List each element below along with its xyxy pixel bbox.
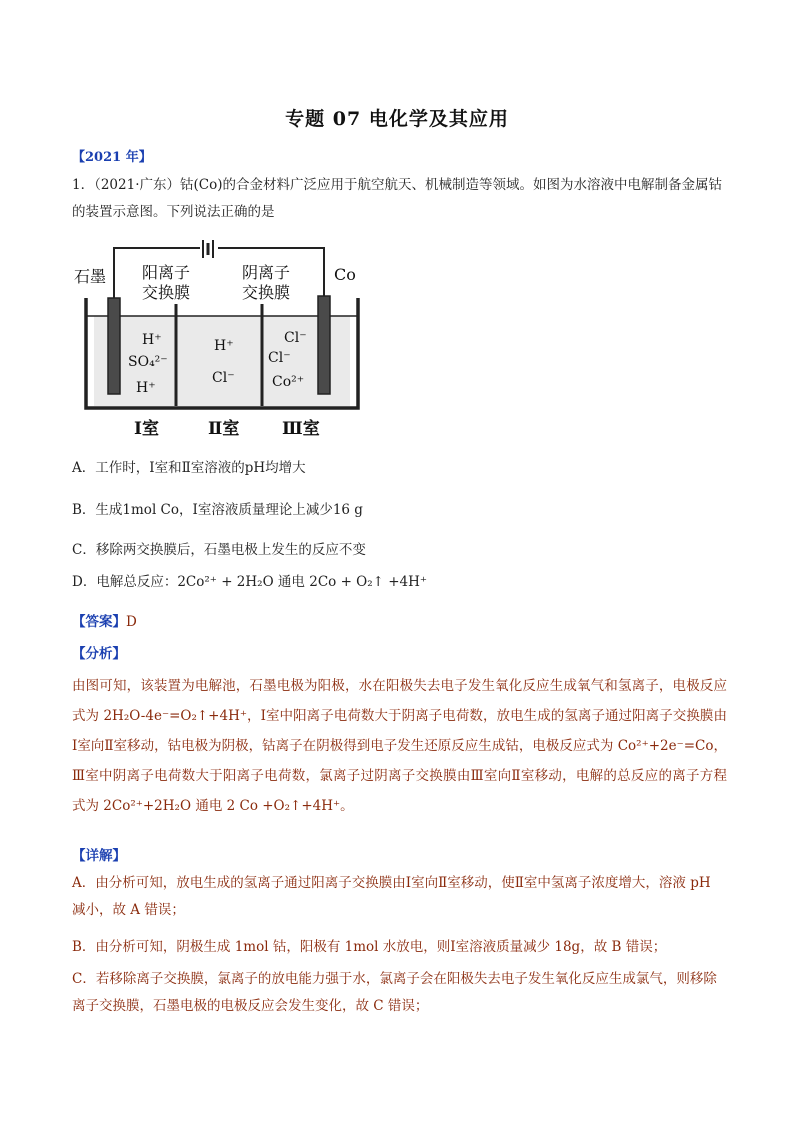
room3-cl-ion-2: Cl⁻ <box>268 350 291 366</box>
room2-label: Ⅱ室 <box>208 419 240 439</box>
detail-c: C．若移除离子交换膜，氯离子的放电能力强于水，氯离子会在阳极失去电子发生氧化反应生成氯气，则移除离子交换膜，石墨电极的电极反应会发生变化，故 C 错误； <box>72 971 717 1014</box>
room2-h-ion: H⁺ <box>214 338 234 354</box>
detail-a: A．由分析可知，放电生成的氢离子通过阳离子交换膜由Ⅰ室向Ⅱ室移动，使Ⅱ室中氢离子浓度增大，溶液 pH 减小，故 A 错误； <box>72 875 711 918</box>
co-label: Co <box>334 265 356 284</box>
answer-section <box>72 610 137 630</box>
option-b: B．生成1mol Co，Ⅰ室溶液质量理论上减少16 g <box>72 502 363 518</box>
cation-membrane-label-1: 阳离子 <box>142 263 191 282</box>
question-stem: 1．（2021·广东）钴(Co)的合金材料广泛应用于航空航天、机械制造等领域。如图为水溶液中电解制备金属钴的装置示意图。下列说法正确的是 <box>72 177 722 220</box>
battery-icon <box>203 240 213 258</box>
graphite-label: 石墨 <box>74 267 107 286</box>
year-tag: 【2021 年】 <box>72 150 152 165</box>
electrolysis-diagram <box>72 238 372 442</box>
detail-b: B．由分析可知，阴极生成 1mol 钴，阳极有 1mol 水放电，则Ⅰ室溶液质量减少 18g，故 B 错误； <box>72 939 667 955</box>
page-title: 专题 07 电化学及其应用 <box>285 108 509 130</box>
room3-label: Ⅲ室 <box>282 419 320 439</box>
option-a: A．工作时，Ⅰ室和Ⅱ室溶液的pH均增大 <box>72 460 306 476</box>
graphite-electrode <box>108 298 120 394</box>
room2-cl-ion: Cl⁻ <box>212 370 235 386</box>
room3-co-ion: Co²⁺ <box>272 374 305 390</box>
cation-membrane-label-2: 交换膜 <box>142 283 191 302</box>
anion-membrane-label-2: 交换膜 <box>242 283 291 302</box>
option-c: C．移除两交换膜后，石墨电极上发生的反应不变 <box>72 542 366 558</box>
option-d: D．电解总反应：2Co²⁺ + 2H₂O 通电 2Co + O₂↑ +4H⁺ <box>72 574 428 590</box>
room1-sulfate-ion: SO₄²⁻ <box>128 354 168 370</box>
analysis-label: 【分析】 <box>72 646 126 662</box>
cobalt-electrode <box>318 296 330 394</box>
answer-value: D <box>126 614 137 630</box>
room1-label: Ⅰ室 <box>134 419 159 439</box>
answer-label: 【答案】 <box>72 614 126 630</box>
detail-label: 【详解】 <box>72 848 126 864</box>
analysis-text: 由图可知，该装置为电解池，石墨电极为阳极，水在阳极失去电子发生氧化反应生成氧气和氢离子，电极反应式为 2H₂O-4e⁻=O₂↑+4H⁺，Ⅰ室中阳离子电荷数大于阴离子电荷数，放电生成的氢离子通过阳离子交换膜由Ⅰ室向Ⅱ室移动，钴电极为阴极，钴离子在阴极得到电子发生还原反应生成钴，电极反应式为 Co²⁺+2e⁻=Co，Ⅲ室中阴离子电荷数大于阳离子电荷数，氯离子过阴离子交换膜由Ⅲ室向Ⅱ室移动，电解的总反应的离子方程式为 2Co²⁺+2H₂O 通电 2 Co +O₂↑+4H⁺。 <box>72 678 727 814</box>
room1-h-ion-1: H⁺ <box>142 332 162 348</box>
room1-h-ion-2: H⁺ <box>136 380 156 396</box>
room3-cl-ion-1: Cl⁻ <box>284 330 307 346</box>
anion-membrane-label-1: 阴离子 <box>242 263 291 282</box>
